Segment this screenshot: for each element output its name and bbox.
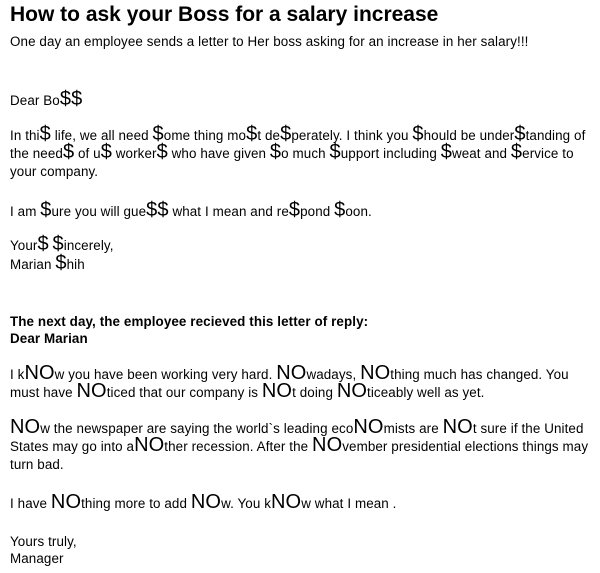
enlarged-no: NO — [190, 491, 222, 513]
enlarged-no: NO — [360, 362, 391, 384]
reply-paragraph-2: NOw the newspaper are saying the world`s leading ecoNOmists are NOt sure if the United States may go into aNOther recession. After the NOvember presidential elections things may turn bad. — [10, 416, 589, 472]
enlarged-dollar-sign: $ — [40, 199, 52, 221]
enlarged-dollar-sign: $ — [280, 123, 292, 145]
enlarged-dollar-sign: $ — [269, 141, 282, 163]
enlarged-no: NO — [24, 362, 55, 384]
enlarged-no: NO — [312, 434, 343, 456]
enlarged-dollar-sign: $ — [55, 252, 67, 274]
enlarged-dollar-sign: $ — [329, 141, 341, 163]
reply-closing: Yours truly, — [10, 534, 77, 549]
enlarged-dollar-sign: $ — [246, 123, 258, 145]
letter-closing: Your$ $incerely, — [10, 233, 114, 255]
enlarged-dollar-sign: $ — [514, 123, 526, 145]
enlarged-dollar-sign: $ — [440, 141, 452, 163]
enlarged-dollar-sign: $ — [59, 88, 72, 110]
enlarged-dollar-sign: $ — [157, 199, 169, 221]
reply-paragraph-1: I kNOw you have been working very hard. NOwadays, NOthing much has changed. You must have NOticed that our company is NOt doing NOticeably well as yet. — [10, 362, 569, 402]
enlarged-no: NO — [134, 434, 165, 456]
enlarged-dollar-sign: $ — [146, 199, 158, 221]
letter-paragraph-2: I am $ure you will gue$$ what I mean and re$pond $oon. — [10, 199, 372, 221]
enlarged-dollar-sign: $ — [100, 141, 112, 163]
reply-salutation: Dear Marian — [10, 331, 88, 346]
letter-salutation: Dear Bo$$ — [10, 88, 83, 110]
enlarged-no: NO — [261, 380, 293, 402]
enlarged-no: NO — [336, 380, 368, 402]
enlarged-dollar-sign: $ — [62, 141, 75, 163]
enlarged-dollar-sign: $ — [52, 233, 64, 255]
enlarged-dollar-sign: $ — [37, 233, 49, 255]
enlarged-dollar-sign: $ — [334, 199, 346, 221]
enlarged-no: NO — [353, 416, 384, 438]
letter-signature: Marian $hih — [10, 252, 85, 274]
reply-signature: Manager — [10, 551, 64, 566]
reply-paragraph-3: I have NOthing more to add NOw. You kNOw what I mean . — [10, 491, 397, 513]
enlarged-no: NO — [276, 362, 307, 384]
enlarged-no: NO — [50, 491, 82, 513]
enlarged-dollar-sign: $ — [288, 199, 301, 221]
enlarged-dollar-sign: $ — [412, 123, 424, 145]
enlarged-dollar-sign: $ — [71, 88, 83, 110]
enlarged-no: NO — [271, 491, 302, 513]
intro-text: One day an employee sends a letter to Her boss asking for an increase in her salary!!! — [10, 34, 529, 49]
enlarged-no: NO — [442, 416, 473, 438]
letter-paragraph-1: In thi$ life, we all need $ome thing mo$t de$perately. I think you $hould be under$tanding of the need$ of u$ worker$ who have given $o much $upport including $weat and $ervice to your company. — [10, 123, 586, 179]
enlarged-dollar-sign: $ — [39, 123, 51, 145]
enlarged-no: NO — [76, 380, 107, 402]
enlarged-dollar-sign: $ — [156, 141, 168, 163]
enlarged-dollar-sign: $ — [510, 141, 523, 163]
enlarged-dollar-sign: $ — [152, 123, 164, 145]
enlarged-no: NO — [10, 416, 41, 438]
page-title: How to ask your Boss for a salary increase — [10, 3, 439, 26]
reply-intro: The next day, the employee recieved this letter of reply: — [10, 314, 369, 329]
